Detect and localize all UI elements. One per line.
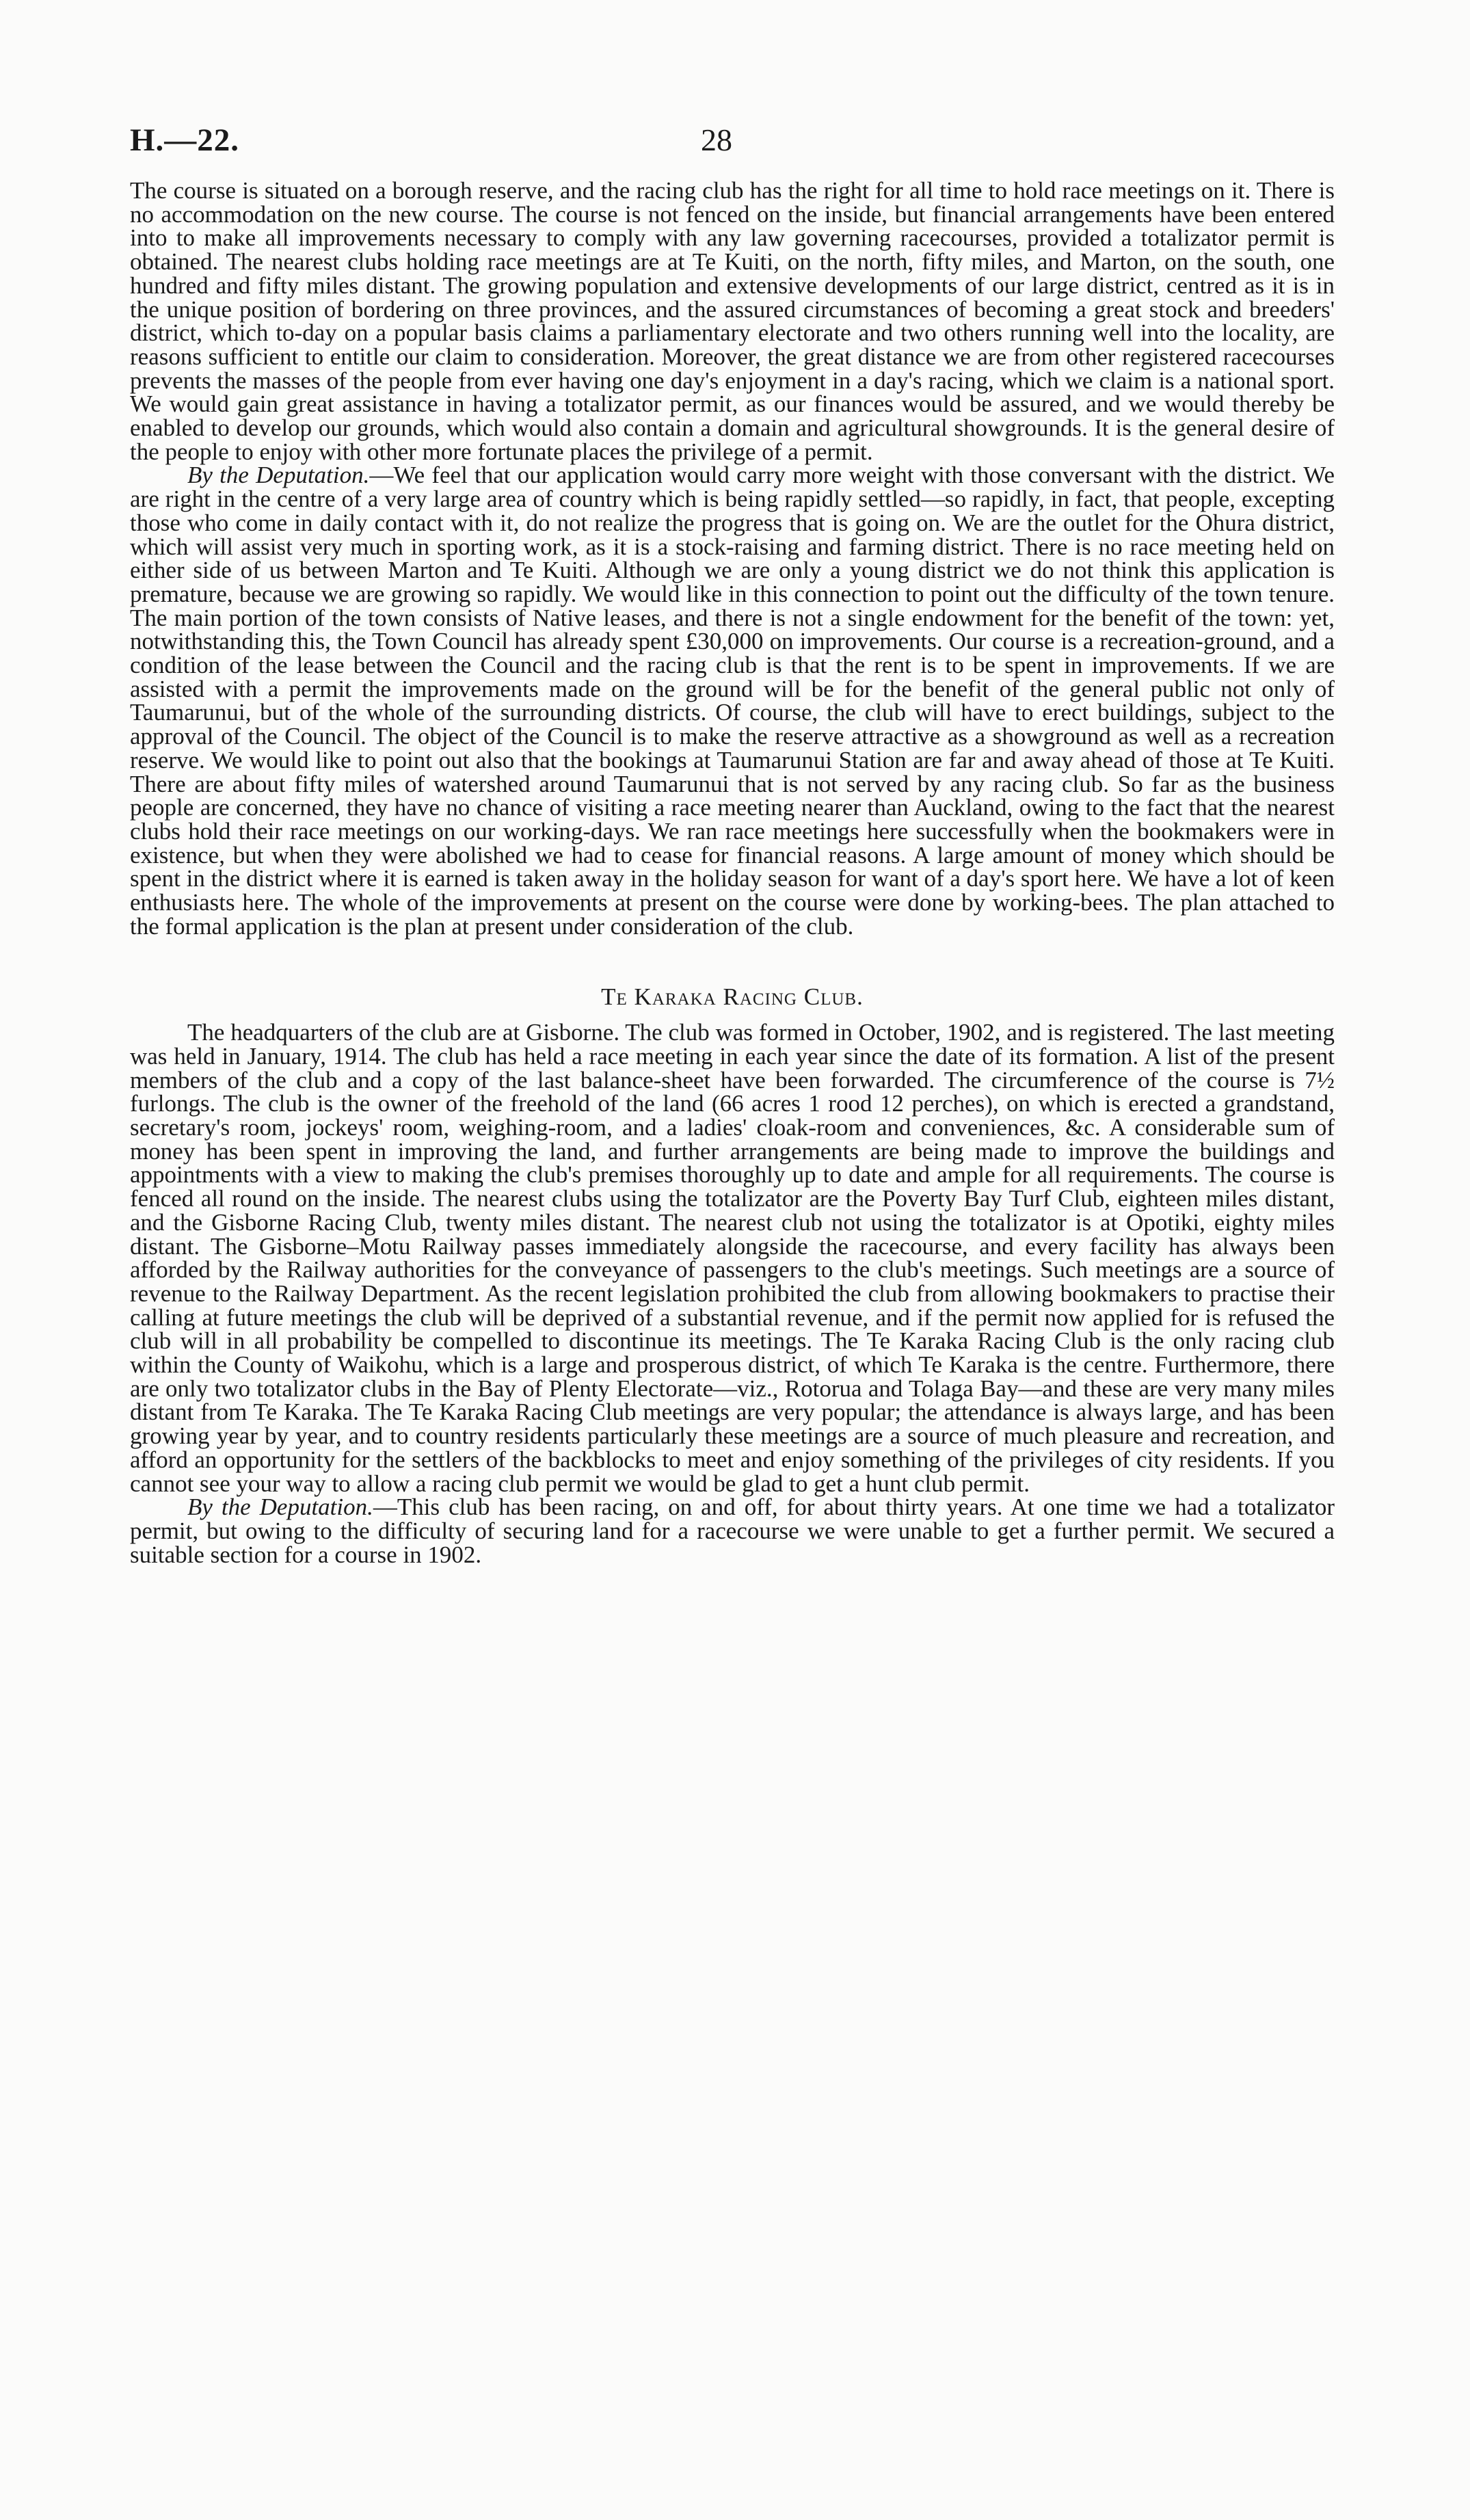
- document-code: H.—22.: [130, 122, 240, 158]
- paragraph-course-description: The course is situated on a borough reserve, and the racing club has the right for all time to hold race meetings on it. There is no accommodation on the new course. The course is not fenced on the inside, but financial arrangements have been entered into to make all improvements necessary to comply with any law governing racecourses, provided a totalizator permit is obtained. The nearest clubs holding race meetings are at Te Kuiti, on the north, fifty miles, and Marton, on the south, one hundred and fifty miles distant. The growing population and extensive developments of our large district, centred as it is in the unique position of bordering on three provinces, and the assured circumstances of becoming a great stock and breeders' district, which to-day on a popular basis claims a parliamentary electorate and two others running well into the locality, are reasons sufficient to entitle our claim to consideration. Moreover, the great distance we are from other registered racecourses prevents the masses of the people from ever having one day's enjoyment in a day's racing, which we claim is a national sport. We would gain great assistance in having a totalizator permit, as our finances would be assured, and we would thereby be enabled to develop our grounds, which would also contain a domain and agricultural showgrounds. It is the general desire of the people to enjoy with other more fortunate places the privilege of a permit.: [130, 177, 1335, 465]
- page-header: [130, 122, 1340, 163]
- speaker-label: By the Deputation.: [187, 462, 370, 489]
- paragraph-text: —We feel that our application would carry more weight with those conversant with the district. We are right in the centre of a very large area of country which is being rapidly settled—so rapidly, in fact, that people, excepting those who come in daily contact with it, do not realize the progress that is going on. We are the outlet for the Ohura district, which will assist very much in sporting work, as it is a stock-raising and farming district. There is no race meeting held on either side of us between Marton and Te Kuiti. Although we are only a young district we do not think this application is premature, because we are growing so rapidly. We would like in this connection to point out the difficulty of the town tenure. The main portion of the town consists of Native leases, and there is not a single endowment for the benefit of the town: yet, notwithstanding this, the Town Council has already spent £30,000 on improvements. Our course is a recreation-ground, and a condition of the lease between the Council and the racing club is that the rent is to be spent in improvements. If we are assisted with a permit the improvements made on the ground will be for the benefit of the general public not only of Taumarunui, but of the whole of the surrounding districts. Of course, the club will have to erect buildings, subject to the approval of the Council. The object of the Council is to make the reserve attractive as a showground as well as a recreation reserve. We would like to point out also that the bookings at Taumarunui Station are far and away ahead of those at Te Kuiti. There are about fifty miles of watershed around Taumarunui that is not served by any racing club. So far as the business people are concerned, they have no chance of visiting a race meeting nearer than Auckland, owing to the fact that the nearest clubs hold their race meetings on our working-days. We ran race meetings here successfully when the bookmakers were in existence, but when they were abolished we had to cease for financial reasons. A large amount of money which should be spent in the district where it is earned is taken away in the holiday season for want of a day's sport here. We have a lot of keen enthusiasts here. The whole of the improvements at present on the course were done by working-bees. The plan attached to the formal application is the plan at present under consideration of the club.: [130, 462, 1335, 940]
- paragraph-text: —This club has been racing, on and off, for about thirty years. At one time we had a totalizator permit, but owing to the difficulty of securing land for a racecourse we were unable to get a further permit. We secured a suitable section for a course in 1902.: [130, 1494, 1335, 1568]
- paragraph-deputation-te-karaka: [130, 1496, 1335, 1567]
- paragraph-te-karaka-description: The headquarters of the club are at Gisborne. The club was formed in October, 1902, and is registered. The last meeting was held in January, 1914. The club has held a race meeting in each year since the date of its formation. A list of the present members of the club and a copy of the last balance-sheet have been forwarded. The circumference of the course is 7½ furlongs. The club is the owner of the freehold of the land (66 acres 1 rood 12 perches), on which is erected a grandstand, secretary's room, jockeys' room, weighing-room, and a ladies' cloak-room and conveniences, &c. A considerable sum of money has been spent in improving the land, and further arrangements are being made to improve the buildings and appointments with a view to making the club's premises thoroughly up to date and ample for all requirements. The course is fenced all round on the inside. The nearest clubs using the totalizator are the Poverty Bay Turf Club, eighteen miles distant, and the Gisborne Racing Club, twenty miles distant. The nearest club not using the totalizator is at Opotiki, eighty miles distant. The Gisborne–Motu Railway passes immediately alongside the racecourse, and every facility has always been afforded by the Railway authorities for the conveyance of passengers to the club's meetings. Such meetings are a source of revenue to the Railway Department. As the recent legislation prohibited the club from allowing bookmakers to practise their calling at future meetings the club will be deprived of a substantial revenue, and if the permit now applied for is refused the club will in all probability be compelled to discontinue its meetings. The Te Karaka Racing Club is the only racing club within the County of Waikohu, which is a large and prosperous district, of which Te Karaka is the centre. Furthermore, there are only two totalizator clubs in the Bay of Plenty Electorate—viz., Rotorua and Tolaga Bay—and these are very many miles distant from Te Karaka. The Te Karaka Racing Club meetings are very popular; the attendance is always large, and has been growing year by year, and to country residents particularly these meetings are a source of much pleasure and recreation, and afford an opportunity for the settlers of the backblocks to meet and enjoy something of the privileges of city residents. If you cannot see your way to allow a racing club permit we would be glad to get a hunt club permit.: [130, 1019, 1335, 1497]
- section-heading-te-karaka: Te Karaka Racing Club.: [601, 983, 864, 1010]
- page-number: 28: [701, 122, 732, 157]
- speaker-label: By the Deputation.: [187, 1494, 373, 1521]
- body-text: [130, 179, 1335, 1567]
- paragraph-deputation-taumarunui: [130, 464, 1335, 938]
